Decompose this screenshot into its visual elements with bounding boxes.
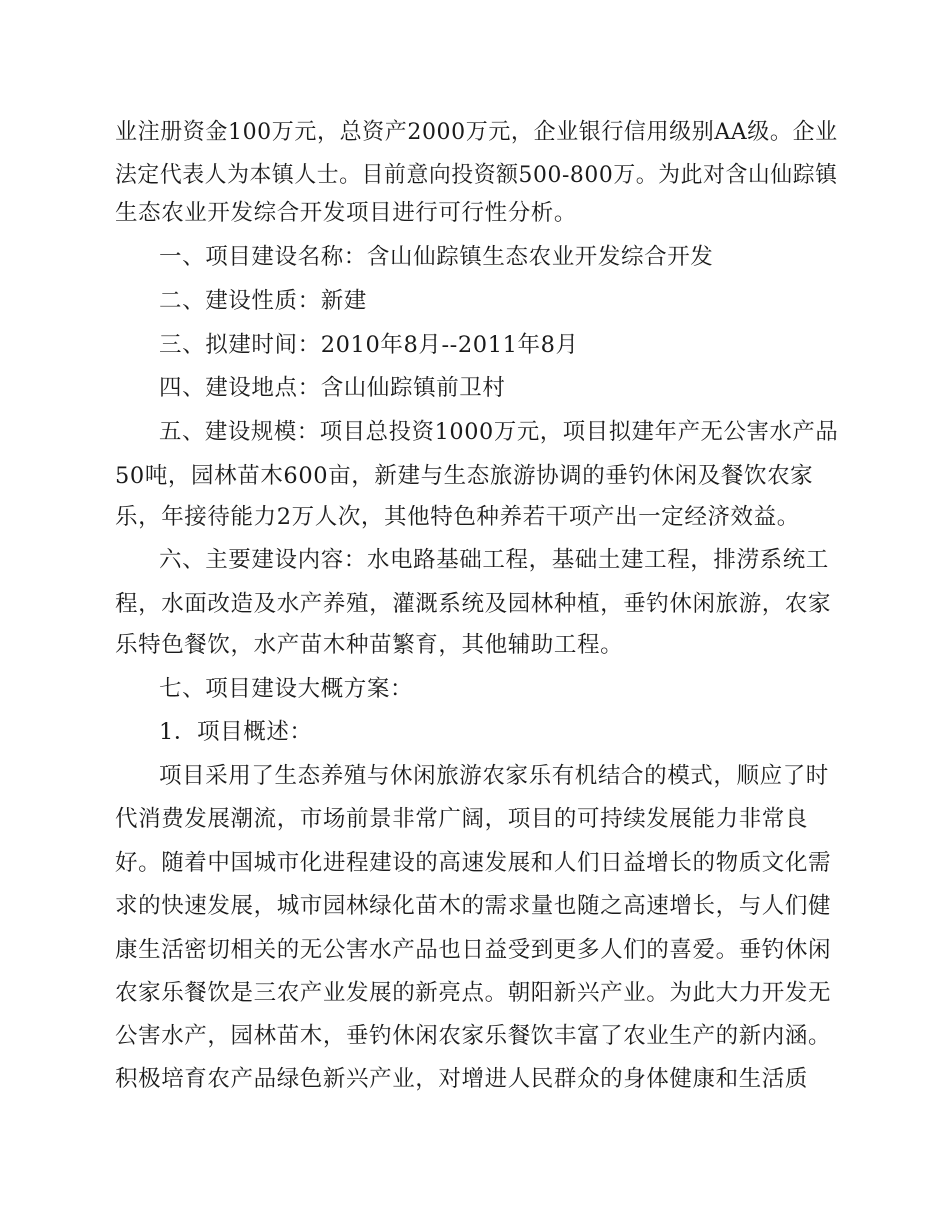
- section-heading-plan: 七、项目建设大概方案：: [159, 676, 414, 702]
- text-line: 乐特色餐饮，水产苗木种苗繁育，其他辅助工程。: [115, 632, 624, 658]
- text-line: 乐，年接待能力2万人次，其他特色种养若干项产出一定经济效益。: [115, 504, 800, 530]
- text-line: 代消费发展潮流，市场前景非常广阔，项目的可持续发展能力非常良: [115, 806, 809, 832]
- text-line: 法定代表人为本镇人士。目前意向投资额500-800万。为此对含山仙踪镇: [115, 162, 838, 188]
- text-line: 业注册资金100万元，总资产2000万元，企业银行信用级别AA级。企业: [115, 119, 838, 145]
- text-line: 50吨，园林苗木600亩，新建与生态旅游协调的垂钓休闲及餐饮农家: [115, 463, 814, 489]
- text-line: 公害水产，园林苗木，垂钓休闲农家乐餐饮丰富了农业生产的新内涵。: [115, 1023, 832, 1049]
- text-line: 程，水面改造及水产养殖，灌溉系统及园林种植，垂钓休闲旅游，农家: [115, 591, 832, 617]
- section-heading-content: 六、主要建设内容：水电路基础工程，基础土建工程，排涝系统工: [159, 547, 829, 573]
- text-line: 项目采用了生态养殖与休闲旅游农家乐有机结合的模式，顺应了时: [159, 763, 829, 789]
- section-heading-name: 一、项目建设名称：含山仙踪镇生态农业开发综合开发: [159, 244, 714, 270]
- text-line: 康生活密切相关的无公害水产品也日益受到更多人们的喜爱。垂钓休闲: [115, 937, 832, 963]
- section-heading-scale: 五、建设规模：项目总投资1000万元，项目拟建年产无公害水产品: [159, 419, 839, 445]
- text-line: 积极培育农产品绿色新兴产业，对增进人民群众的身体健康和生活质: [115, 1066, 809, 1092]
- section-heading-nature: 二、建设性质：新建: [159, 288, 367, 314]
- subsection-heading-overview: 1．项目概述：: [159, 719, 313, 745]
- text-line: 农家乐餐饮是三农产业发展的新亮点。朝阳新兴产业。为此大力开发无: [115, 980, 832, 1006]
- text-line: 生态农业开发综合开发项目进行可行性分析。: [115, 200, 578, 226]
- section-heading-location: 四、建设地点：含山仙踪镇前卫村: [159, 375, 506, 401]
- section-heading-time: 三、拟建时间：2010年8月--2011年8月: [159, 332, 579, 358]
- text-line: 求的快速发展，城市园林绿化苗木的需求量也随之高速增长，与人们健: [115, 893, 832, 919]
- text-line: 好。随着中国城市化进程建设的高速发展和人们日益增长的物质文化需: [115, 850, 832, 876]
